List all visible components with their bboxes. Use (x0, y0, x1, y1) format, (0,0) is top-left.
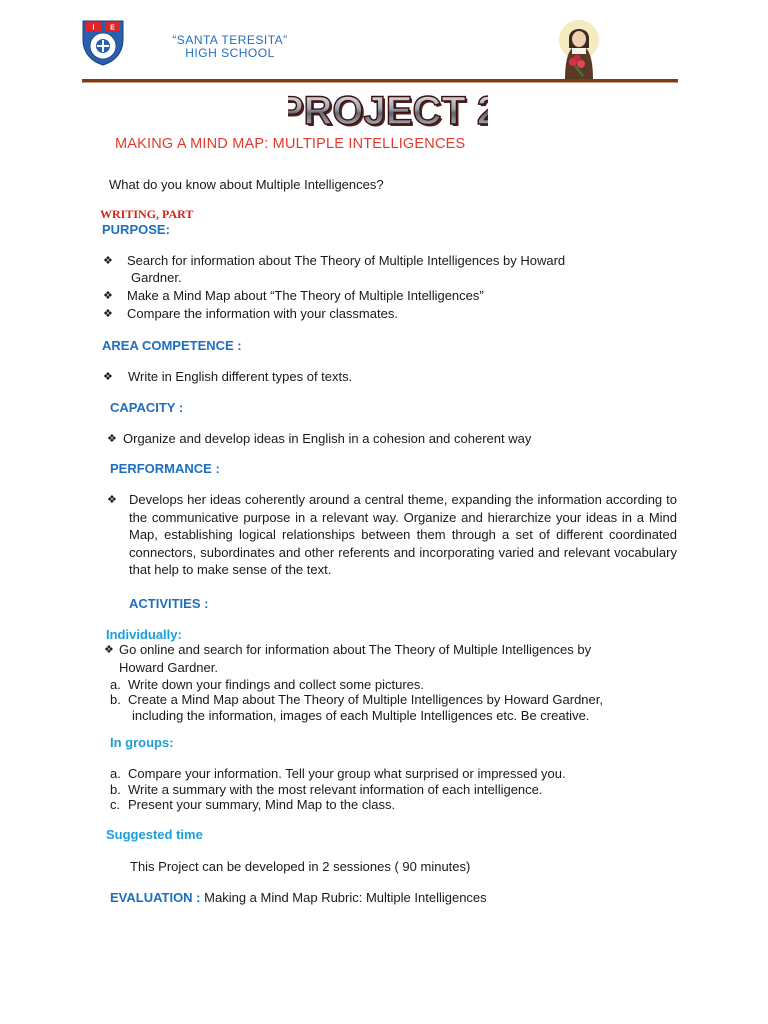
in-groups-label: In groups: (110, 735, 174, 750)
individual-task-line-2: Howard Gardner. (119, 660, 218, 675)
project-title-text: PROJECT (288, 89, 466, 132)
capacity-heading: CAPACITY : (110, 400, 184, 415)
purpose-item-1-cont: Gardner. (131, 270, 182, 285)
individual-task-b-cont: including the information, images of each Multiple Intelligences etc. Be creative. (132, 708, 590, 723)
list-marker-a: a. (110, 677, 121, 692)
evaluation-text: Making a Mind Map Rubric: Multiple Intelligences (204, 890, 487, 905)
list-marker-c: c. (110, 797, 121, 812)
header-divider (82, 79, 678, 83)
evaluation-label: EVALUATION : (110, 890, 201, 905)
bullet-icon: ❖ (107, 494, 117, 506)
list-marker-a: a. (110, 766, 121, 781)
individual-task-line-1: Go online and search for information about The Theory of Multiple Intelligences by (119, 642, 592, 657)
bullet-icon: ❖ (104, 644, 114, 656)
activities-heading: ACTIVITIES : (129, 596, 209, 611)
bullet-icon: ❖ (103, 255, 113, 267)
writing-part-label: WRITING, PART (100, 207, 194, 221)
capacity-item: Organize and develop ideas in English in a cohesion and coherent way (123, 431, 532, 446)
group-task-b: Write a summary with the most relevant information of each intelligence. (128, 782, 543, 797)
area-competence-heading: AREA COMPETENCE : (102, 338, 242, 353)
bullet-icon: ❖ (103, 308, 113, 320)
purpose-item-1: Search for information about The Theory of Multiple Intelligences by Howard (127, 253, 566, 268)
performance-text: Develops her ideas coherently around a central theme, expanding the information according to the communicative purpose in a relevant way. Organize and hierarchize your ideas in a Mind Map, establishing logical relationships between them through a set of different coordinated connectors, subordinates and other referents and incorporating varied and relevant vocabulary that help to make sense of the text. (129, 492, 677, 578)
school-type-line: HIGH SCHOOL (185, 46, 275, 60)
individually-label: Individually: (106, 627, 182, 642)
group-task-a: Compare your information. Tell your group what surprised or impressed you. (128, 766, 566, 781)
purpose-heading: PURPOSE: (102, 222, 170, 237)
suggested-time-heading: Suggested time (106, 827, 203, 842)
school-shield-logo (80, 18, 126, 66)
purpose-item-3: Compare the information with your classmates. (127, 306, 398, 321)
school-name-line: “SANTA TERESITA” (172, 33, 288, 47)
intro-question: What do you know about Multiple Intelligences? (109, 177, 384, 192)
suggested-time-text: This Project can be developed in 2 sessiones ( 90 minutes) (130, 859, 471, 874)
project-subtitle: MAKING A MIND MAP: MULTIPLE INTELLIGENCES (115, 136, 466, 152)
school-name (150, 34, 310, 60)
group-task-c: Present your summary, Mind Map to the class. (128, 797, 396, 812)
individual-task-b: Create a Mind Map about The Theory of Multiple Intelligences by Howard Gardner, (128, 692, 603, 707)
area-competence-item: Write in English different types of texts. (128, 369, 353, 384)
purpose-item-2: Make a Mind Map about “The Theory of Multiple Intelligences” (127, 288, 484, 303)
list-marker-b: b. (110, 782, 121, 797)
saint-image (553, 18, 605, 80)
evaluation-line (110, 890, 487, 905)
svg-text:I: I (92, 24, 95, 32)
project-title-shadow: PROJECT (288, 91, 468, 132)
svg-text:E: E (110, 24, 115, 32)
list-marker-b: b. (110, 692, 121, 707)
bullet-icon: ❖ (103, 290, 113, 302)
bullet-icon: ❖ (103, 371, 113, 383)
individual-task-a: Write down your findings and collect some pictures. (128, 677, 425, 692)
bullet-icon: ❖ (107, 433, 117, 445)
project-title (288, 86, 488, 132)
performance-heading: PERFORMANCE : (110, 461, 220, 476)
